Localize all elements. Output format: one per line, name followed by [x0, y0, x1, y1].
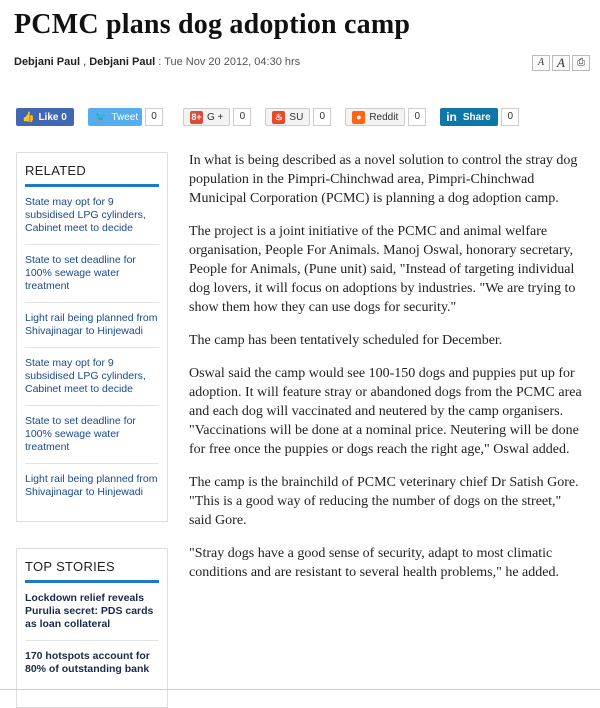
related-link[interactable]: State may opt for 9 subsidised LPG cylinders, Cabinet meet to decide — [25, 187, 159, 245]
related-link[interactable]: State may opt for 9 subsidised LPG cylinders, Cabinet meet to decide — [25, 348, 159, 406]
stumbleupon-label: SU — [289, 111, 304, 123]
stumbleupon-icon: ♨ — [272, 111, 285, 124]
top-stories-title: TOP STORIES — [25, 559, 115, 574]
linkedin-count: 0 — [501, 108, 519, 126]
related-link[interactable]: Light rail being planned from Shivajinagar to Hinjewadi — [25, 303, 159, 348]
related-link[interactable]: State to set deadline for 100% sewage water treatment — [25, 406, 159, 464]
article-body — [189, 151, 587, 596]
page-bottom-edge — [0, 689, 600, 694]
related-link[interactable]: Light rail being planned from Shivajinagar to Hinjewadi — [25, 473, 158, 498]
top-stories-list — [17, 583, 167, 685]
reddit-alien-icon: ● — [352, 111, 365, 124]
top-story-link[interactable]: 170 hotspots account for 80% of outstanding bank — [25, 650, 150, 675]
tweet-count: 0 — [145, 108, 163, 126]
print-icon[interactable]: ⎙ — [572, 55, 590, 71]
gplus-button[interactable] — [183, 108, 230, 126]
article-paragraph: In what is being described as a novel solution to control the stray dog population in the Pimpri-Chinchwad area, Pimpri-Chinchwad Municipal Corporation (PCMC) is planning a dog adoption camp. — [189, 153, 578, 206]
font-decrease-button[interactable]: A — [532, 55, 550, 71]
gplus-count: 0 — [233, 108, 251, 126]
linkedin-share-label: Share — [462, 111, 491, 123]
stumbleupon-count: 0 — [313, 108, 331, 126]
related-list — [17, 187, 167, 508]
article-paragraph: The camp is the brainchild of PCMC veterinary chief Dr Satish Gore. "This is a good way of reducing the number of dogs on the street," said Gore. — [189, 475, 579, 528]
thumbs-up-icon: 👍 — [22, 111, 35, 123]
article-tools — [532, 55, 590, 71]
article-headline: PCMC plans dog adoption camp — [14, 9, 411, 40]
article-paragraph: The camp has been tentatively scheduled for December. — [189, 333, 503, 348]
gplus-icon: 8+ — [191, 111, 202, 122]
top-stories-box — [16, 548, 168, 708]
article-paragraph: The project is a joint initiative of the PCMC and animal welfare organisation, People For Animals. Manoj Oswal, honorary secretary, People for Animals, (Pune unit) said, "Instead of targeting individual dog lovers, it will focus on adoptions by industries. "We are trying to show them how they can use dogs for security." — [189, 224, 576, 315]
author-link-2[interactable]: Debjani Paul — [89, 56, 156, 68]
twitter-bird-icon: 🐦 — [94, 111, 107, 123]
article-paragraph: "Stray dogs have a good sense of security, adapt to most climatic conditions and are resistant to several health problems," he added. — [189, 546, 559, 580]
related-title: RELATED — [25, 163, 87, 178]
tweet-button[interactable] — [88, 108, 142, 126]
facebook-like-label: Like 0 — [38, 111, 67, 123]
stumbleupon-button[interactable] — [265, 108, 310, 126]
article-paragraph: Oswal said the camp would see 100-150 dogs and puppies put up for adoption. It will feature stray or abandoned dogs from the PCMC area and each dog will vaccinated and neutered by the camp organisers. "Vaccinations will be done at a nominal price. Neutering will be done for free once the puppies or dogs reach the right age," Oswal added. — [189, 366, 582, 457]
facebook-like-button[interactable] — [16, 108, 74, 126]
reddit-count: 0 — [408, 108, 426, 126]
font-increase-button[interactable]: A — [552, 55, 570, 71]
gplus-label: G + — [207, 111, 224, 123]
social-share-bar — [16, 108, 519, 126]
reddit-button[interactable] — [345, 108, 405, 126]
byline-separator: , — [80, 56, 90, 68]
related-link[interactable]: State to set deadline for 100% sewage water treatment — [25, 245, 159, 303]
reddit-label: Reddit — [369, 111, 399, 123]
linkedin-icon: in — [446, 110, 457, 124]
byline — [14, 56, 300, 68]
byline-timestamp: : Tue Nov 20 2012, 04:30 hrs — [155, 56, 301, 68]
linkedin-share-button[interactable] — [440, 108, 498, 126]
tweet-label: Tweet — [111, 111, 139, 123]
related-box — [16, 152, 168, 522]
author-link[interactable]: Debjani Paul — [14, 56, 81, 68]
top-story-link[interactable]: Lockdown relief reveals Purulia secret: PDS cards as loan collateral — [25, 583, 159, 641]
